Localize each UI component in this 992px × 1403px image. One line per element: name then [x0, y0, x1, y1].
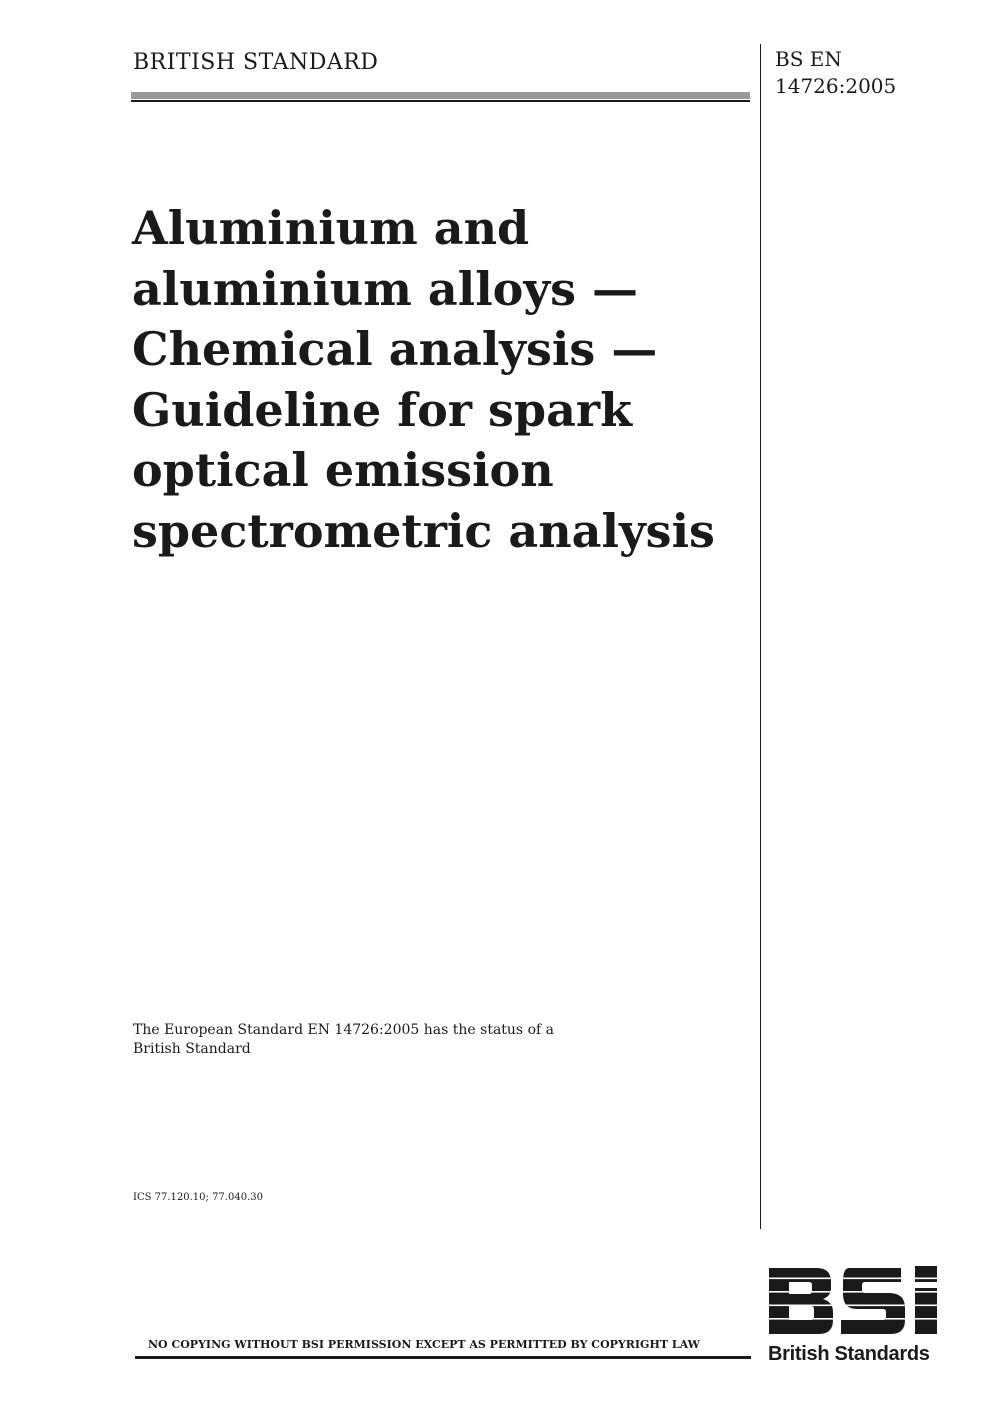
copyright-notice: NO COPYING WITHOUT BSI PERMISSION EXCEPT AS PERMITTED BY COPYRIGHT LAW — [148, 1338, 700, 1351]
title-line-1: Aluminium and — [132, 201, 530, 255]
standard-number-line-1: BS EN — [775, 47, 842, 71]
title-line-2: aluminium alloys — — [132, 261, 638, 316]
document-type-label: BRITISH STANDARD — [133, 50, 379, 75]
document-title — [132, 198, 752, 561]
status-note-line-2: British Standard — [133, 1041, 251, 1057]
vertical-divider — [760, 44, 761, 1229]
ics-code: ICS 77.120.10; 77.040.30 — [133, 1192, 263, 1203]
standard-number-line-2: 14726:2005 — [775, 74, 897, 98]
header-rule-black — [131, 100, 750, 102]
bsi-logo-tagline: British Standards — [768, 1343, 930, 1365]
title-line-6: spectrometric analysis — [132, 503, 715, 558]
standard-number — [775, 46, 896, 100]
status-note-line-1: The European Standard EN 14726:2005 has the status of a — [133, 1022, 554, 1038]
header-rule-gray — [131, 92, 750, 99]
bsi-logo-mark-icon — [765, 1262, 947, 1342]
title-line-4: Guideline for spark — [132, 382, 633, 437]
title-line-3: Chemical analysis — — [132, 322, 658, 376]
status-note — [133, 1021, 693, 1059]
title-line-5: optical emission — [132, 443, 554, 497]
footer-rule — [135, 1356, 751, 1359]
